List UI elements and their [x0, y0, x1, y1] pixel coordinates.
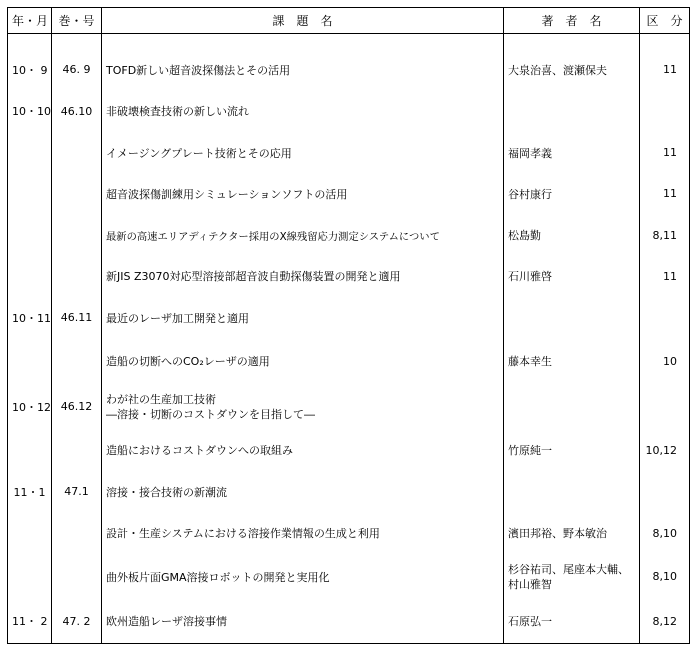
header-title: 課 題 名 — [102, 8, 504, 34]
volume-cell — [52, 338, 102, 384]
table-row — [8, 297, 690, 338]
category-cell: 11 — [640, 256, 690, 297]
volume-cell: 46.10 — [52, 91, 102, 132]
category-cell: 8,12 — [640, 599, 690, 643]
table-row — [8, 132, 690, 173]
category-cell: 11 — [640, 49, 690, 90]
date-cell: 10・11 — [8, 297, 52, 338]
author-cell: 大泉治喜、渡瀬保夫 — [504, 49, 640, 90]
author-cell — [504, 554, 640, 600]
category-cell — [640, 384, 690, 430]
header-volume: 巻・号 — [52, 8, 102, 34]
category-cell: 8,10 — [640, 554, 690, 600]
volume-cell — [52, 554, 102, 600]
author-cell: 福岡孝義 — [504, 132, 640, 173]
date-cell — [8, 338, 52, 384]
title-cell: TOFD新しい超音波探傷法とその活用 — [102, 49, 504, 90]
volume-cell — [52, 173, 102, 214]
date-cell: 10・12 — [8, 384, 52, 430]
date-cell — [8, 512, 52, 553]
title-cell: 溶接・接合技術の新潮流 — [102, 471, 504, 512]
date-cell: 11・ 2 — [8, 599, 52, 643]
title-cell: 非破壊検査技術の新しい流れ — [102, 91, 504, 132]
volume-cell: 46.12 — [52, 384, 102, 430]
author-cell: 石原弘一 — [504, 599, 640, 643]
title-cell: 欧州造船レーザ溶接事情 — [102, 599, 504, 643]
date-cell — [8, 132, 52, 173]
table-row — [8, 215, 690, 256]
author-line: 村山雅智 — [508, 577, 552, 591]
title-cell: 設計・生産システムにおける溶接作業情報の生成と利用 — [102, 512, 504, 553]
table-row — [8, 256, 690, 297]
volume-cell: 47.1 — [52, 471, 102, 512]
table-row — [8, 338, 690, 384]
date-cell: 10・ 9 — [8, 49, 52, 90]
table-row — [8, 384, 690, 430]
title-cell: 超音波探傷訓練用シミュレーションソフトの活用 — [102, 173, 504, 214]
category-cell — [640, 471, 690, 512]
title-cell: 造船におけるコストダウンへの取組み — [102, 430, 504, 471]
title-cell: 曲外板片面GMA溶接ロボットの開発と実用化 — [102, 554, 504, 600]
table-row — [8, 471, 690, 512]
volume-cell — [52, 215, 102, 256]
category-cell: 8,11 — [640, 215, 690, 256]
title-cell: イメージングプレート技術とその応用 — [102, 132, 504, 173]
title-cell: 最近のレーザ加工開発と適用 — [102, 297, 504, 338]
table-row — [8, 173, 690, 214]
author-line: 杉谷祐司、尾座本大輔、 — [508, 562, 629, 576]
author-cell: 谷村康行 — [504, 173, 640, 214]
title-cell — [102, 384, 504, 430]
table-row — [8, 554, 690, 600]
volume-cell: 46. 9 — [52, 49, 102, 90]
author-cell: 濱田邦裕、野本敏治 — [504, 512, 640, 553]
title-cell: 最新の高速エリアディテクター採用のX線残留応力測定システムについて — [102, 215, 504, 256]
title-cell: 造船の切断へのCO₂レーザの適用 — [102, 338, 504, 384]
subtitle-line: ―溶接・切断のコストダウンを目指して― — [106, 407, 315, 421]
table-row — [8, 91, 690, 132]
category-cell: 8,10 — [640, 512, 690, 553]
volume-cell — [52, 512, 102, 553]
date-cell — [8, 430, 52, 471]
category-cell — [640, 91, 690, 132]
volume-cell — [52, 132, 102, 173]
date-cell — [8, 554, 52, 600]
date-cell — [8, 215, 52, 256]
spacer-row — [8, 34, 690, 50]
table-row — [8, 512, 690, 553]
category-cell: 10 — [640, 338, 690, 384]
author-cell: 石川雅啓 — [504, 256, 640, 297]
author-cell — [504, 471, 640, 512]
category-cell: 11 — [640, 173, 690, 214]
volume-cell: 47. 2 — [52, 599, 102, 643]
title-cell: 新JIS Z3070対応型溶接部超音波自動探傷装置の開発と適用 — [102, 256, 504, 297]
table-row — [8, 599, 690, 643]
category-cell — [640, 297, 690, 338]
volume-cell: 46.11 — [52, 297, 102, 338]
date-cell — [8, 173, 52, 214]
author-cell — [504, 297, 640, 338]
table-row — [8, 430, 690, 471]
author-cell — [504, 91, 640, 132]
volume-cell — [52, 256, 102, 297]
table-row — [8, 49, 690, 90]
author-cell — [504, 384, 640, 430]
date-cell — [8, 256, 52, 297]
author-cell: 松島勤 — [504, 215, 640, 256]
header-date: 年・月 — [8, 8, 52, 34]
volume-cell — [52, 430, 102, 471]
header-category: 区 分 — [640, 8, 690, 34]
category-cell: 10,12 — [640, 430, 690, 471]
date-cell: 11・1 — [8, 471, 52, 512]
articles-table — [7, 7, 690, 644]
header-row — [8, 8, 690, 34]
title-line: わが社の生産加工技術 — [106, 392, 216, 406]
category-cell: 11 — [640, 132, 690, 173]
date-cell: 10・10 — [8, 91, 52, 132]
author-cell: 藤本幸生 — [504, 338, 640, 384]
header-author: 著 者 名 — [504, 8, 640, 34]
author-cell: 竹原純一 — [504, 430, 640, 471]
